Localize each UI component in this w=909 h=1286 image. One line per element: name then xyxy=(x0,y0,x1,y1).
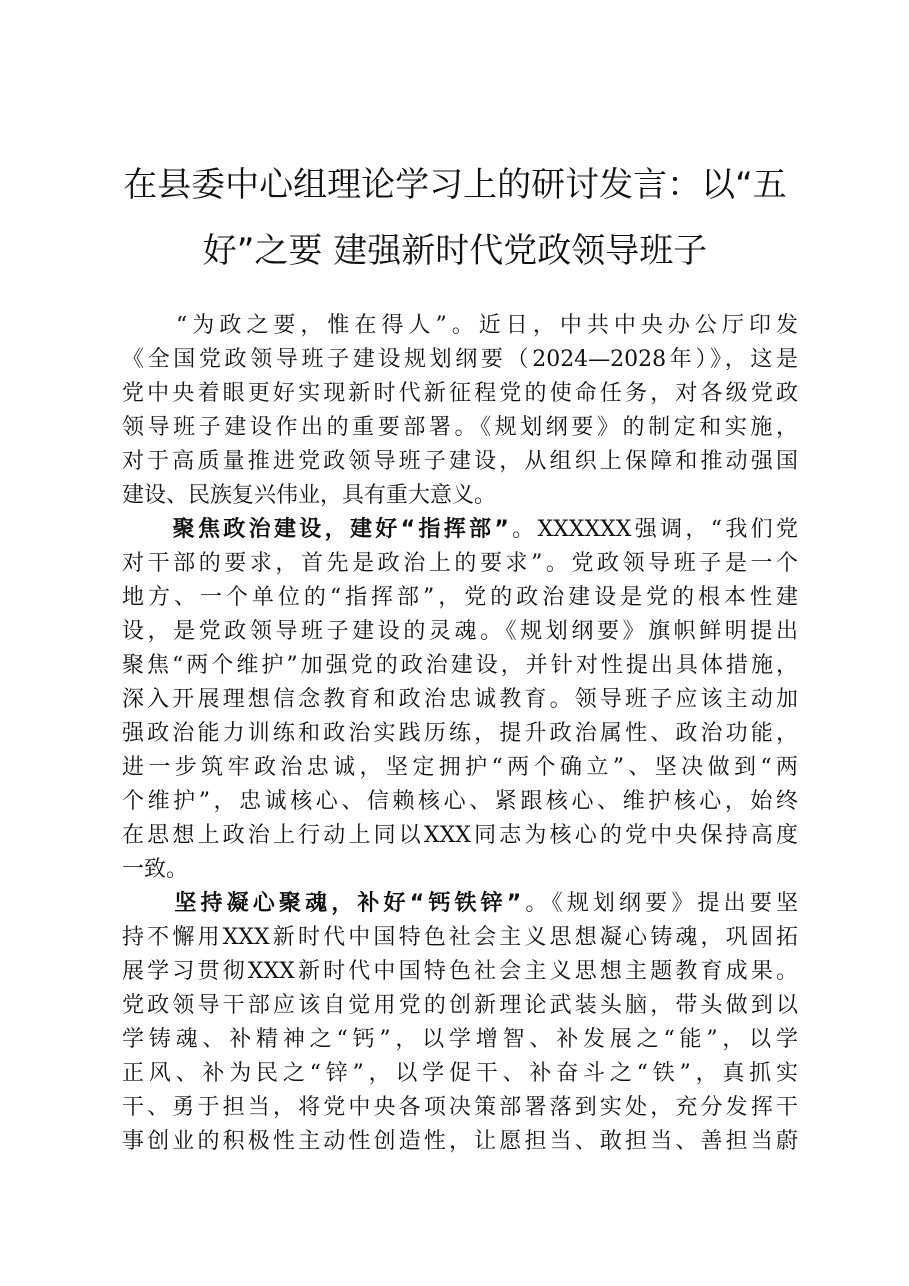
paragraph-political-building xyxy=(122,513,798,887)
text-line: 个维护”，忠诚核心、信赖核心、紧跟核心、维护核心，始终 xyxy=(122,789,798,814)
text-line: 正风、补为民之“锌”，以学促干、补奋斗之“铁”，真抓实 xyxy=(122,1061,798,1086)
text-line: 建设、民族复兴伟业，具有重大意义。 xyxy=(122,483,497,508)
text-line: 干、勇于担当，将党中央各项决策部署落到实处，充分发挥干 xyxy=(122,1095,798,1120)
text-line: 《全国党政领导班子建设规划纲要（2024—2028年）》，这是 xyxy=(122,347,798,372)
text-line xyxy=(122,513,798,547)
text-line: 对于高质量推进党政领导班子建设，从组织上保障和推动强国 xyxy=(122,449,798,474)
text-run: 。XXXXXX强调，“我们党 xyxy=(508,517,798,542)
text-line: 地方、一个单位的“指挥部”，党的政治建设是党的根本性建 xyxy=(122,585,798,610)
text-line xyxy=(122,887,798,921)
section-heading: 坚持凝心聚魂，补好“钙铁锌” xyxy=(174,891,522,916)
title-line: 好”之要 建强新时代党政领导班子 xyxy=(202,231,708,271)
text-line: 学铸魂、补精神之“钙”，以学增智、补发展之“能”，以学 xyxy=(122,1027,798,1052)
text-line: 在思想上政治上行动上同以XXX同志为核心的党中央保持高度 xyxy=(122,823,798,848)
text-line: 设，是党政领导班子建设的灵魂。《规划纲要》旗帜鲜明提出 xyxy=(122,619,798,644)
title-line: 在县委中心组理论学习上的研讨发言：以“五 xyxy=(123,165,787,205)
paragraph-intro xyxy=(122,309,798,513)
text-line: 领导班子建设作出的重要部署。《规划纲要》的制定和实施， xyxy=(122,415,798,440)
text-line: 事创业的积极性主动性创造性，让愿担当、敢担当、善担当蔚 xyxy=(122,1129,798,1154)
text-line: 聚焦“两个维护”加强党的政治建设，并针对性提出具体措施， xyxy=(122,653,798,678)
text-line: 展学习贯彻XXX新时代中国特色社会主义思想主题教育成果。 xyxy=(122,959,798,984)
paragraph-soul-building xyxy=(122,887,798,1159)
document-title xyxy=(110,152,800,284)
text-line: 持不懈用XXX新时代中国特色社会主义思想凝心铸魂，巩固拓 xyxy=(122,925,798,950)
text-line: 深入开展理想信念教育和政治忠诚教育。领导班子应该主动加 xyxy=(122,687,798,712)
text-line: 党政领导干部应该自觉用党的创新理论武装头脑，带头做到以 xyxy=(122,993,798,1018)
text-run: 。《规划纲要》提出要坚 xyxy=(521,891,798,916)
document-body xyxy=(122,309,798,1159)
section-heading: 聚焦政治建设，建好“指挥部” xyxy=(172,517,509,542)
text-line: 一致。 xyxy=(122,857,189,882)
text-line: 党中央着眼更好实现新时代新征程党的使命任务，对各级党政 xyxy=(122,381,798,406)
text-line: 进一步筑牢政治忠诚，坚定拥护“两个确立”、坚决做到“两 xyxy=(122,755,798,780)
text-line: “为政之要，惟在得人”。近日，中共中央办公厅印发 xyxy=(122,313,798,338)
text-line: 强政治能力训练和政治实践历练，提升政治属性、政治功能， xyxy=(122,721,798,746)
text-line: 对干部的要求，首先是政治上的要求”。党政领导班子是一个 xyxy=(122,551,798,576)
